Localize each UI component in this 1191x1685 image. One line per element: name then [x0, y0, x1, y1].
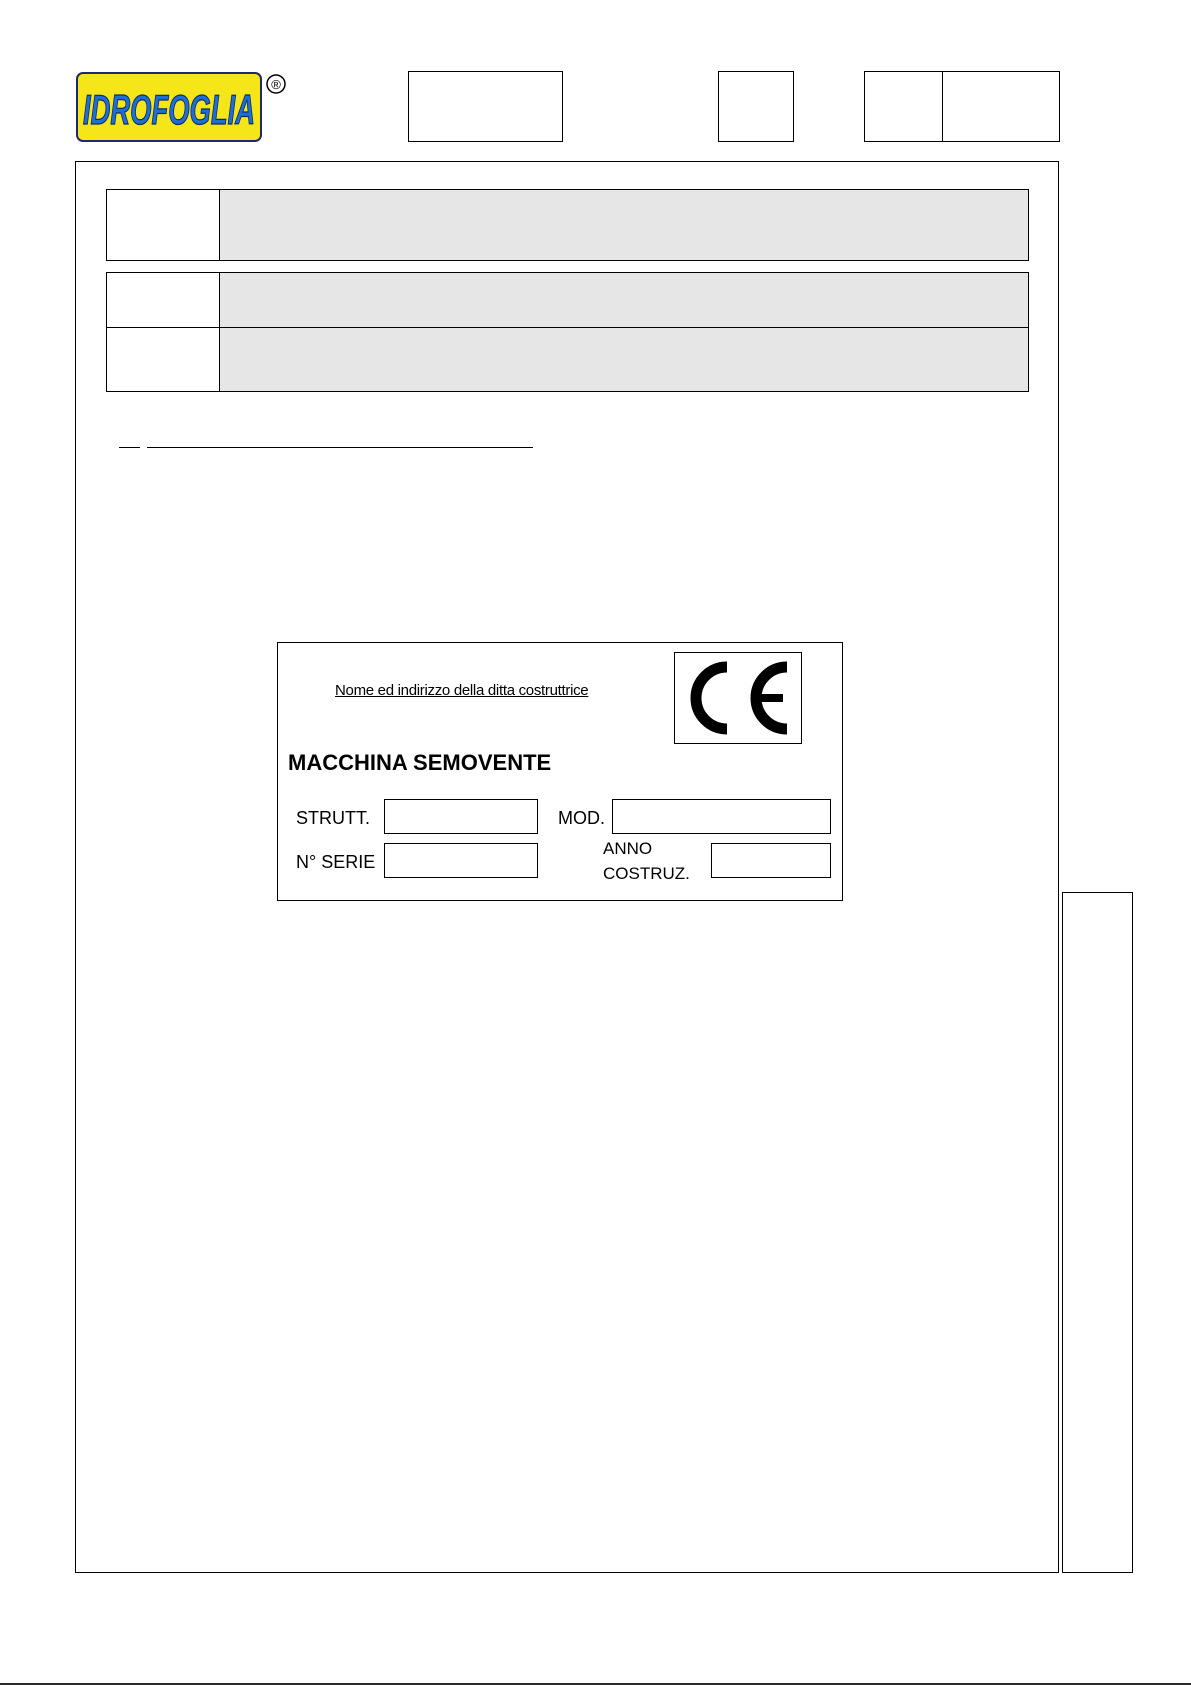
info-row-1: [106, 189, 1029, 261]
revision-box: [718, 71, 794, 142]
side-tab: [1062, 892, 1133, 1573]
info-row-value: [220, 273, 1028, 328]
ce-identification-plate: [277, 642, 843, 901]
serie-field: [384, 843, 538, 878]
strutt-field: [384, 799, 538, 834]
info-row-label: [107, 273, 220, 328]
section-heading: [119, 430, 533, 450]
info-row-value: [220, 190, 1028, 260]
info-row-2: [106, 272, 1029, 329]
manufacturer-caption: Nome ed indirizzo della ditta costruttrice: [335, 682, 589, 699]
mod-field: [612, 799, 831, 834]
anno-field: [711, 843, 831, 878]
ce-mark: [674, 652, 802, 744]
info-row-value: [220, 328, 1028, 391]
info-row-label: [107, 328, 220, 391]
ce-mark-icon: [675, 653, 801, 743]
machine-type: MACCHINA SEMOVENTE: [288, 750, 552, 775]
info-row-3: [106, 327, 1029, 392]
mod-label: MOD.: [558, 808, 605, 828]
info-row-label: [107, 190, 220, 260]
section-number: [119, 430, 140, 448]
costruz-label: COSTRUZ.: [603, 864, 690, 883]
page-label-box: [864, 71, 943, 142]
registered-mark: ®: [271, 77, 281, 92]
anno-label: ANNO: [603, 839, 653, 858]
logo-text: IDROFOGLIA: [83, 86, 255, 133]
section-title: [147, 430, 533, 448]
strutt-label: STRUTT.: [296, 808, 370, 828]
page-value-box: [942, 71, 1060, 142]
doc-code-box: [408, 71, 563, 142]
idrofoglia-logo: [76, 72, 288, 142]
serie-label: N° SERIE: [296, 852, 376, 872]
